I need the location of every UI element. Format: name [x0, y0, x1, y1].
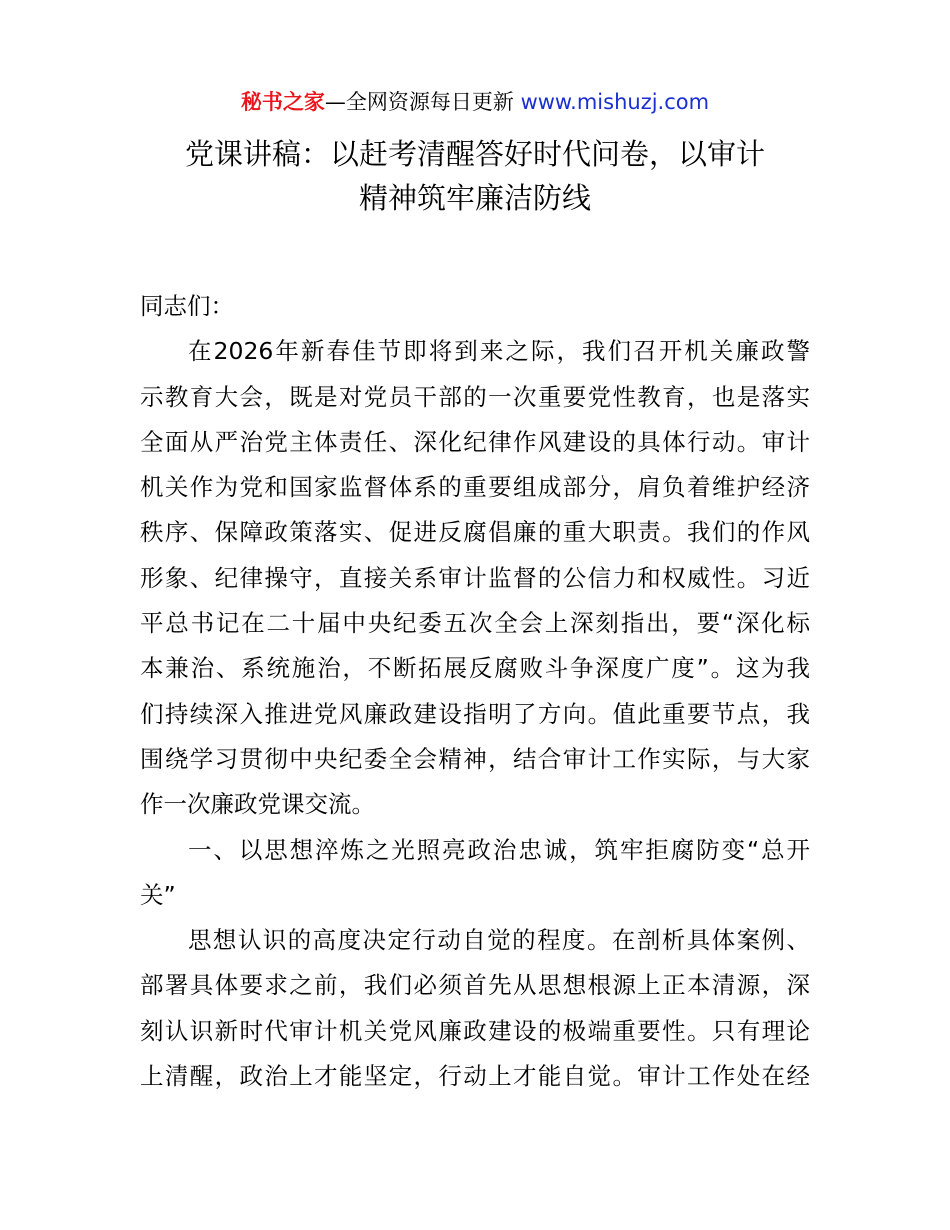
text-line: 形象、纪律操守，直接关系审计监督的公信力和权威性。习近 — [140, 563, 810, 592]
paragraph — [140, 918, 810, 1099]
site-url-link[interactable]: www.mishuzj.com — [520, 90, 710, 114]
brand-name: 秘书之家 — [240, 90, 325, 114]
text-line: 关” — [140, 880, 176, 909]
document-body — [140, 284, 810, 1099]
salutation: 同志们： — [140, 292, 234, 320]
banner-tagline: —全网资源每日更新 — [324, 90, 514, 114]
text-line: 在2026年新春佳节即将到来之际，我们召开机关廉政警 — [188, 337, 810, 366]
title-line: 党课讲稿：以赶考清醒答好时代问卷，以审计 — [184, 137, 765, 171]
paragraph — [140, 329, 810, 827]
text-line: 部署具体要求之前，我们必须首先从思想根源上正本清源，深 — [140, 971, 810, 1000]
text-line: 思想认识的高度决定行动自觉的程度。在剖析具体案例、 — [188, 926, 810, 955]
document-title — [0, 132, 950, 220]
text-line: 作一次廉政党课交流。 — [140, 790, 375, 819]
title-line: 精神筑牢廉洁防线 — [358, 181, 591, 215]
text-line: 示教育大会，既是对党员干部的一次重要党性教育，也是落实 — [140, 382, 810, 411]
section-heading — [140, 828, 810, 919]
text-line: 本兼治、系统施治，不断拓展反腐败斗争深度广度”。这为我 — [140, 654, 810, 683]
text-line: 围绕学习贯彻中央纪委全会精神，结合审计工作实际，与大家 — [140, 744, 810, 773]
text-line: 们持续深入推进党风廉政建设指明了方向。值此重要节点，我 — [140, 699, 810, 728]
text-line: 平总书记在二十届中央纪委五次全会上深刻指出，要“深化标 — [140, 609, 810, 638]
text-line: 刻认识新时代审计机关党风廉政建设的极端重要性。只有理论 — [140, 1016, 810, 1045]
text-line: 秩序、保障政策落实、促进反腐倡廉的重大职责。我们的作风 — [140, 518, 810, 547]
site-banner — [0, 86, 950, 116]
text-line: 一、以思想淬炼之光照亮政治忠诚，筑牢拒腐防变“总开 — [188, 835, 810, 864]
text-line: 机关作为党和国家监督体系的重要组成部分，肩负着维护经济 — [140, 473, 810, 502]
text-line: 全面从严治党主体责任、深化纪律作风建设的具体行动。审计 — [140, 427, 810, 456]
text-line: 上清醒，政治上才能坚定，行动上才能自觉。审计工作处在经 — [140, 1062, 810, 1091]
